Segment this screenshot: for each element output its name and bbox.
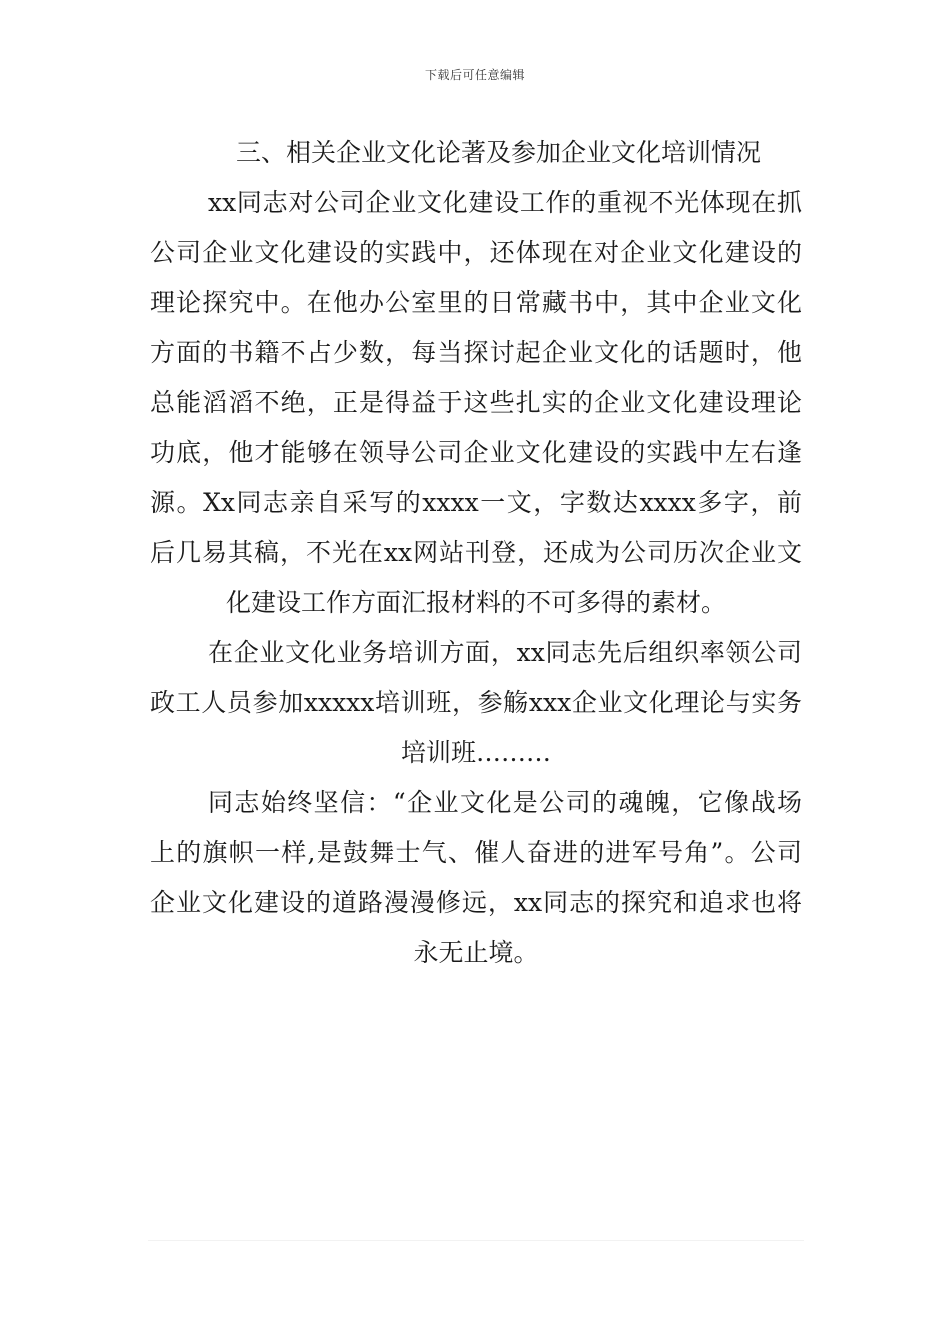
page-header-note: 下载后可任意编辑	[424, 68, 525, 82]
paragraph-line: 公司企业文化建设的实践中，还体现在对企业文化建设的	[150, 238, 802, 267]
paragraph-line: 理论探究中。在他办公室里的日常藏书中，其中企业文化	[150, 288, 802, 317]
paragraph-line: 总能滔滔不绝，正是得益于这些扎实的企业文化建设理论	[150, 388, 802, 417]
paragraph-line: 永无止境。	[413, 938, 539, 967]
footer-divider	[148, 1240, 804, 1241]
paragraph-line: 企业文化建设的道路漫漫修远，xx同志的探究和追求也将	[150, 888, 802, 917]
paragraph-line: 政工人员参加xxxxx培训班，参觞xxx企业文化理论与实务	[150, 688, 802, 717]
paragraph-line: 培训班………	[400, 738, 551, 767]
paragraph-line: 上的旗帜一样,是鼓舞士气、催人奋进的进军号角”。公司	[150, 838, 802, 867]
paragraph-line: 方面的书籍不占少数，每当探讨起企业文化的话题时，他	[150, 338, 802, 367]
paragraph-line: 源。Xx同志亲自采写的xxxx一文，字数达xxxx多字，前	[150, 488, 802, 517]
paragraph-line: xx同志对公司企业文化建设工作的重视不光体现在抓	[208, 188, 802, 217]
paragraph-1	[150, 178, 802, 628]
section-heading: 三、相关企业文化论著及参加企业文化培训情况	[236, 138, 762, 167]
paragraph-line: 在企业文化业务培训方面，xx同志先后组织率领公司	[208, 638, 802, 667]
paragraph-line: 后几易其稿，不光在xx网站刊登，还成为公司历次企业文	[150, 538, 802, 567]
paragraph-line: 功底，他才能够在领导公司企业文化建设的实践中左右逢	[150, 438, 802, 467]
paragraph-2	[150, 628, 802, 778]
paragraph-line: 同志始终坚信：“企业文化是公司的魂魄，它像战场	[208, 788, 802, 817]
document-body	[150, 128, 802, 978]
paragraph-line: 化建设工作方面汇报材料的不可多得的素材。	[225, 588, 726, 617]
paragraph-3	[150, 778, 802, 978]
